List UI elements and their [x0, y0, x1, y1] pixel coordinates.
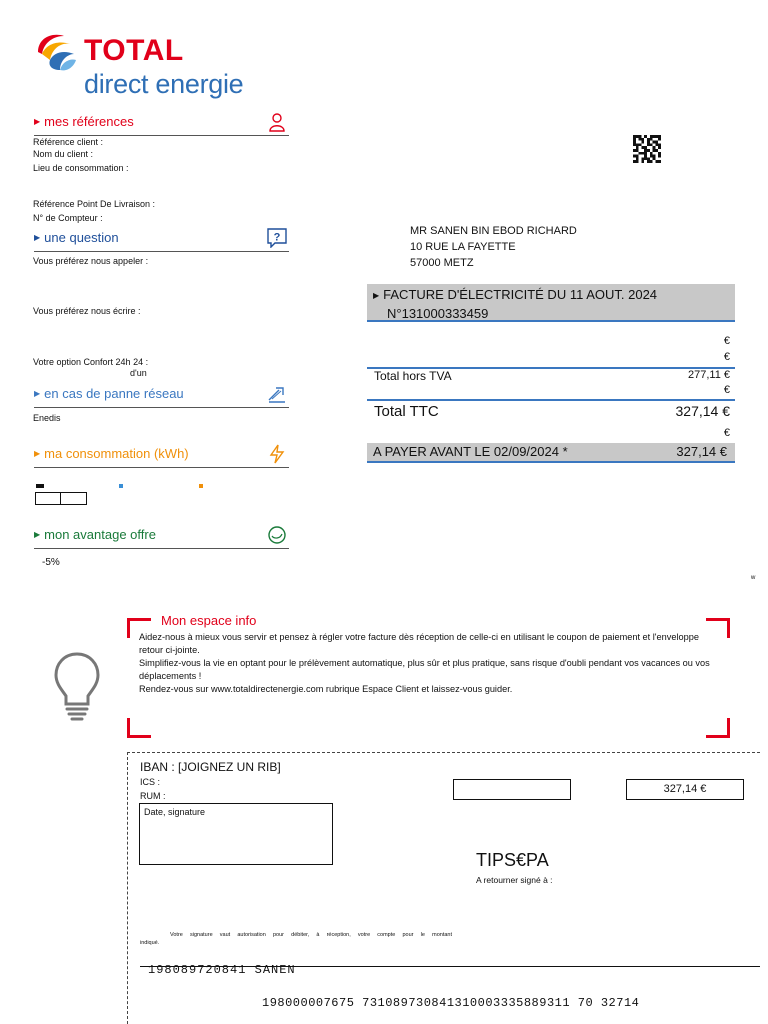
slip-cut-line — [127, 752, 760, 753]
triangle-icon: ▶ — [34, 389, 41, 398]
section-avantage-offre — [34, 525, 289, 549]
section-title: ma consommation (kWh) — [44, 446, 189, 461]
lightbulb-icon — [52, 650, 102, 722]
meter-number-label: N° de Compteur : — [33, 213, 103, 223]
edge-mark: ʷ — [751, 573, 756, 583]
recipient-street: 10 RUE LA FAYETTE — [410, 241, 516, 253]
triangle-icon: ▶ — [34, 449, 41, 458]
payment-code-line: 198000007675 731089730841310003335889311 70 32714 — [262, 996, 640, 1010]
write-label: Vous préférez nous écrire : — [33, 306, 141, 316]
section-panne-reseau — [34, 384, 289, 408]
comfort-option-label: Votre option Confort 24h 24 : — [33, 357, 149, 367]
total-ht-label: Total hors TVA — [374, 369, 452, 383]
recipient-name: MR SANEN BIN EBOD RICHARD — [410, 225, 577, 237]
qr-code-icon — [632, 135, 662, 163]
authorization-text-end: indiqué. — [140, 940, 160, 946]
signature-box[interactable] — [139, 803, 333, 865]
iban-label: IBAN : [JOIGNEZ UN RIB] — [140, 760, 281, 774]
euro-sign: € — [723, 384, 730, 396]
payer-code-line: 198089720841 SANEN — [148, 963, 296, 977]
info-body — [139, 631, 719, 696]
legend-swatch-orange — [199, 484, 203, 488]
info-title: Mon espace info — [158, 613, 259, 628]
client-name-label: Nom du client : — [33, 149, 94, 159]
lightning-icon — [267, 444, 287, 464]
info-paragraph: Aidez-nous à mieux vous servir et pensez à régler votre facture dès réception de celle-ci en utilisant le coupon de paiement et l'enveloppe retour ci-jointe. — [139, 632, 699, 655]
info-paragraph: Rendez-vous sur www.totaldirectenergie.com rubrique Espace Client et laissez-vous guider. — [139, 684, 513, 694]
total-ttc-label: Total TTC — [374, 403, 439, 420]
pay-before-box — [367, 443, 735, 463]
ics-label: ICS : — [140, 777, 161, 787]
euro-sign: € — [723, 351, 730, 363]
section-consommation — [34, 444, 289, 468]
rum-label: RUM : — [140, 791, 166, 801]
leaf-circle-icon — [267, 525, 287, 545]
pay-amount: 327,14 € — [676, 444, 727, 459]
network-provider: Enedis — [33, 413, 61, 423]
section-title: en cas de panne réseau — [44, 386, 184, 401]
consumption-place-label: Lieu de consommation : — [33, 163, 129, 173]
brand-name: TOTAL — [84, 34, 184, 67]
section-mes-references — [34, 112, 289, 136]
brand-subtitle: direct energie — [84, 69, 244, 99]
section-une-question — [34, 228, 289, 252]
euro-sign: € — [723, 427, 730, 439]
frame-corner — [706, 718, 730, 738]
signature-label: Date, signature — [144, 807, 206, 817]
pdl-ref-label: Référence Point De Livraison : — [33, 199, 156, 209]
divider-line — [367, 399, 735, 401]
pay-before-label: A PAYER AVANT LE 02/09/2024 * — [373, 444, 568, 459]
triangle-icon: ▶ — [34, 233, 41, 242]
section-title: une question — [44, 230, 119, 245]
legend-swatch-black — [36, 484, 44, 488]
legend-swatch-blue — [119, 484, 123, 488]
person-icon — [267, 112, 287, 132]
triangle-icon: ▶ — [34, 530, 41, 539]
question-icon — [267, 228, 287, 248]
discount-value: -5% — [42, 557, 60, 568]
info-paragraph: Simplifiez-vous la vie en optant pour le prélèvement automatique, plus sûr et plus pratique, sans risque d'oubli pendant vos vacances ou vos déplacements ! — [139, 658, 710, 681]
section-title: mon avantage offre — [44, 527, 156, 542]
tipsepa-title: TIPS€PA — [476, 850, 549, 870]
triangle-icon: ▶ — [373, 291, 380, 300]
total-logo-icon — [34, 30, 78, 74]
svg-text:?: ? — [273, 231, 281, 244]
amount-field: 327,14 € — [626, 779, 744, 800]
consumption-table — [35, 492, 87, 505]
client-ref-label: Référence client : — [33, 137, 104, 147]
comfort-dun-label: d'un — [130, 368, 147, 378]
total-ht-value: 277,11 € — [687, 369, 730, 381]
euro-sign: € — [723, 335, 730, 347]
invoice-header — [367, 284, 735, 322]
total-ttc-value: 327,14 € — [675, 403, 730, 419]
table-divider — [60, 493, 61, 504]
invoice-number: N°131000333459 — [387, 306, 489, 321]
reference-field[interactable] — [453, 779, 571, 800]
section-title: mes références — [44, 114, 134, 129]
return-signed-label: A retourner signé à : — [476, 875, 553, 885]
frame-corner — [127, 718, 151, 738]
call-label: Vous préférez nous appeler : — [33, 256, 149, 266]
recipient-city: 57000 METZ — [410, 257, 474, 269]
tools-icon — [267, 384, 287, 404]
triangle-icon: ▶ — [34, 117, 41, 126]
invoice-title: FACTURE D'ÉLECTRICITÉ DU 11 AOUT. 2024 — [383, 287, 658, 302]
slip-cut-line — [127, 752, 128, 1024]
authorization-text: Votre signature vaut autorisation pour débiter, à réception, votre compte pour le montant — [170, 932, 452, 938]
